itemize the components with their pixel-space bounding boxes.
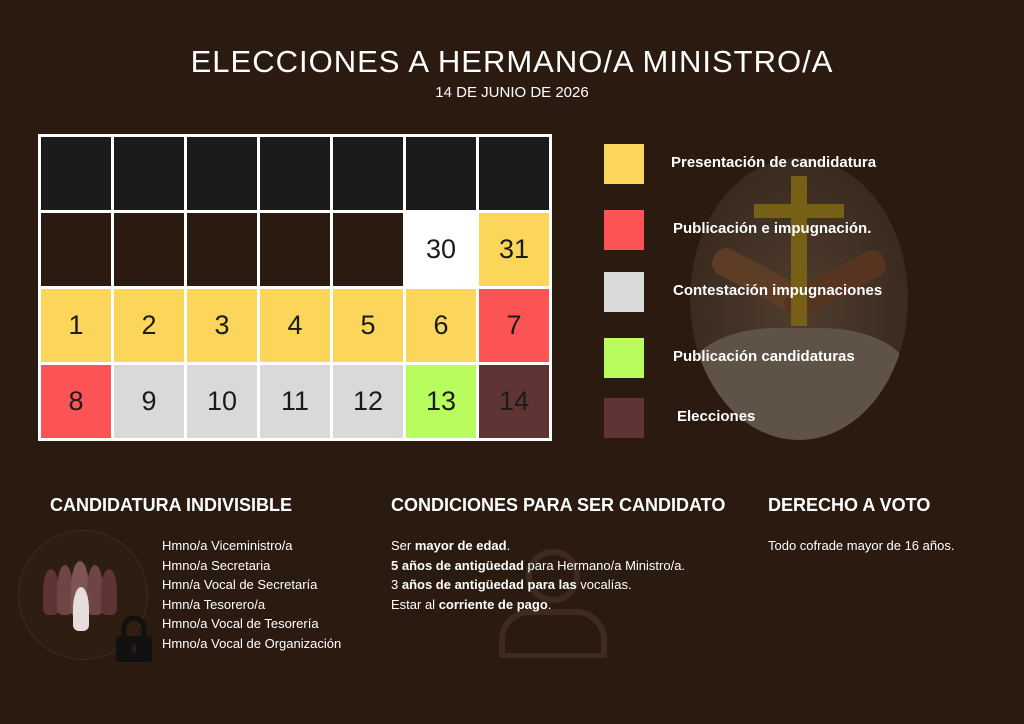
legend-label: Publicación candidaturas: [673, 348, 855, 365]
condicion-text: .: [547, 596, 552, 612]
derecho-text: Todo cofrade mayor de 16 años.: [768, 538, 955, 553]
legend-swatch: [604, 398, 644, 438]
calendar-empty-cell: [333, 213, 403, 286]
calendar-header-cell: [260, 137, 330, 210]
page-title: ELECCIONES A HERMANO/A MINISTRO/A: [190, 44, 834, 79]
condicion-text: 3: [391, 577, 402, 592]
calendar-empty-cell: [114, 213, 184, 286]
calendar-header-cell: [114, 137, 184, 210]
calendar-empty-cell: [187, 213, 257, 286]
calendar-day-1: 1: [41, 289, 111, 362]
condicion-bold-text: años de antigüedad para las: [401, 577, 577, 592]
legend-label: Presentación de candidatura: [671, 154, 877, 171]
calendar-day-2: 2: [114, 289, 184, 362]
condicion-text: Estar al: [391, 596, 439, 612]
condicion-line: [391, 575, 685, 595]
calendar-header-cell: [187, 137, 257, 210]
calendar-day-10: 10: [187, 365, 257, 438]
calendar-day-11: 11: [260, 365, 330, 438]
calendar-header-cell: [479, 137, 549, 210]
calendar-header-cell: [333, 137, 403, 210]
calendar-day-30: 30: [406, 213, 476, 286]
calendar-empty-cell: [41, 213, 111, 286]
lock-icon: [114, 614, 154, 664]
condicion-text: Ser: [391, 538, 415, 553]
derecho-text-block: [768, 536, 954, 556]
legend-label: Elecciones: [677, 408, 756, 425]
calendar-day-12: 12: [333, 365, 403, 438]
legend-item-presentacion: [604, 144, 1004, 186]
legend-item-contestacion: [604, 272, 1004, 314]
legend-label: Contestación impugnaciones: [673, 282, 883, 299]
candidatura-item: Hmno/a Vocal de Organización: [162, 635, 342, 651]
condiciones-title: CONDICIONES PARA SER CANDIDATO: [391, 495, 726, 515]
legend-item-elecciones: [604, 398, 1004, 440]
page-date: 14 DE JUNIO DE 2026: [435, 84, 589, 101]
condiciones-list: [391, 536, 685, 614]
candidatura-item: Hmn/a Tesorero/a: [162, 596, 266, 612]
calendar-day-8: 8: [41, 365, 111, 438]
candidatura-item: Hmno/a Secretaria: [162, 557, 271, 573]
calendar-day-31: 31: [479, 213, 549, 286]
legend-swatch: [604, 338, 644, 378]
calendar-day-5: 5: [333, 289, 403, 362]
legend-item-publicacion-impugnacion: [604, 210, 1004, 252]
legend-swatch: [604, 144, 644, 184]
candidatura-item: Hmno/a Viceministro/a: [162, 538, 293, 553]
person-figure: [101, 569, 117, 615]
calendar-header-cell: [41, 137, 111, 210]
condicion-bold-text: 5 años de antigüedad: [391, 557, 524, 573]
calendar-day-3: 3: [187, 289, 257, 362]
legend-label: Publicación e impugnación.: [673, 220, 872, 237]
candidatura-title: CANDIDATURA INDIVISIBLE: [50, 495, 292, 515]
person-figure-front: [73, 587, 89, 631]
calendar-empty-cell: [260, 213, 330, 286]
calendar-day-9: 9: [114, 365, 184, 438]
condicion-text: .: [506, 538, 511, 553]
condicion-line: [391, 536, 685, 556]
condicion-bold-text: mayor de edad: [414, 538, 507, 553]
condicion-line: [391, 595, 685, 615]
calendar-day-13: 13: [406, 365, 476, 438]
condicion-line: [391, 556, 685, 576]
candidatura-item: Hmn/a Vocal de Secretaría: [162, 577, 318, 592]
calendar-day-4: 4: [260, 289, 330, 362]
legend-swatch: [604, 210, 644, 250]
condicion-text: vocalías.: [576, 577, 632, 592]
calendar-header-cell: [406, 137, 476, 210]
derecho-title: DERECHO A VOTO: [768, 495, 931, 515]
calendar-day-14: 14: [479, 365, 549, 438]
condicion-text: para Hermano/a Ministro/a.: [523, 557, 686, 573]
candidatura-item: Hmno/a Vocal de Tesorería: [162, 616, 319, 631]
legend-item-publicacion-candidaturas: [604, 338, 1004, 380]
election-calendar: [38, 134, 552, 441]
legend-swatch: [604, 272, 644, 312]
candidatura-list: [162, 536, 341, 653]
calendar-day-6: 6: [406, 289, 476, 362]
condicion-bold-text: corriente de pago: [438, 596, 548, 612]
calendar-day-7: 7: [479, 289, 549, 362]
